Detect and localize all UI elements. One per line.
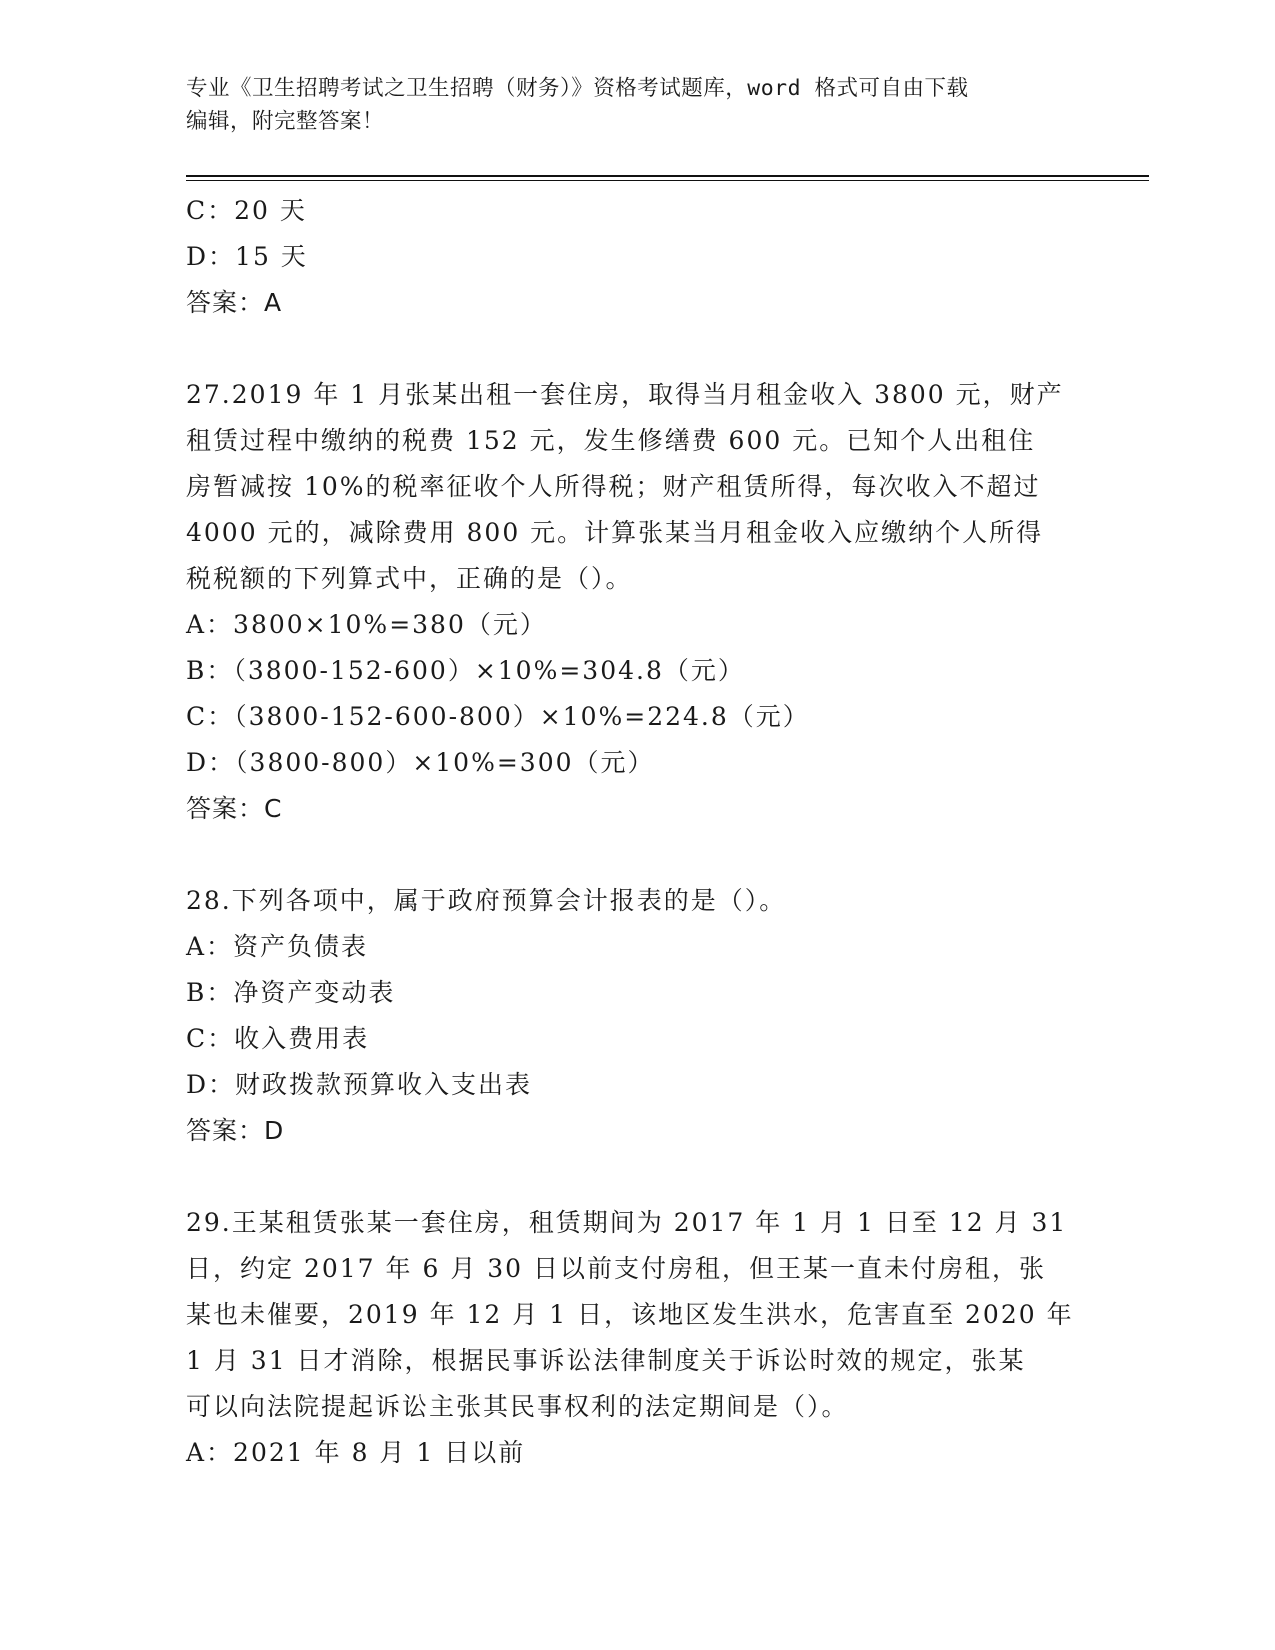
question-text-line: 4000 元的，减除费用 800 元。计算张某当月租金收入应缴纳个人所得 bbox=[186, 518, 1044, 547]
option-c: C：20 天 bbox=[186, 196, 307, 225]
question-29 bbox=[186, 1200, 1086, 1476]
answer: 答案：D bbox=[186, 1116, 285, 1145]
option-b: B：（3800-152-600）×10%=304.8（元） bbox=[186, 656, 745, 685]
option-a: A：3800×10%=380（元） bbox=[186, 610, 547, 639]
spacer bbox=[186, 326, 1086, 372]
document-header bbox=[186, 72, 1086, 138]
question-text-line: 租赁过程中缴纳的税费 152 元，发生修缮费 600 元。已知个人出租住 bbox=[186, 426, 1036, 455]
option-c: C：收入费用表 bbox=[186, 1024, 370, 1053]
header-line-1: 专业《卫生招聘考试之卫生招聘（财务）》资格考试题库，word 格式可自由下载 bbox=[186, 76, 969, 101]
question-text-line: 日，约定 2017 年 6 月 30 日以前支付房租，但王某一直未付房租，张 bbox=[186, 1254, 1047, 1283]
question-text-line: 可以向法院提起诉讼主张其民事权利的法定期间是（）。 bbox=[186, 1392, 849, 1421]
question-text-line: 27.2019 年 1 月张某出租一套住房，取得当月租金收入 3800 元，财产 bbox=[186, 380, 1064, 409]
option-c: C：（3800-152-600-800）×10%=224.8（元） bbox=[186, 702, 810, 731]
option-d: D：15 天 bbox=[186, 242, 308, 271]
question-text-line: 房暂减按 10%的税率征收个人所得税；财产租赁所得，每次收入不超过 bbox=[186, 472, 1041, 501]
header-rule-thin bbox=[186, 180, 1149, 181]
option-a: A：资产负债表 bbox=[186, 932, 369, 961]
document-body bbox=[186, 188, 1086, 1476]
header-rule-thick bbox=[186, 175, 1149, 177]
header-line-2: 编辑，附完整答案！ bbox=[186, 109, 385, 134]
option-d: D：财政拨款预算收入支出表 bbox=[186, 1070, 533, 1099]
question-text-line: 1 月 31 日才消除，根据民事诉讼法律制度关于诉讼时效的规定，张某 bbox=[186, 1346, 1026, 1375]
question-27 bbox=[186, 372, 1086, 832]
question-text-line: 税税额的下列算式中，正确的是（）。 bbox=[186, 564, 633, 593]
question-text-line: 29.王某租赁张某一套住房，租赁期间为 2017 年 1 月 1 日至 12 月 31 bbox=[186, 1208, 1068, 1237]
answer: 答案：A bbox=[186, 288, 283, 317]
spacer bbox=[186, 832, 1086, 878]
option-b: B：净资产变动表 bbox=[186, 978, 396, 1007]
option-d: D：（3800-800）×10%=300（元） bbox=[186, 748, 655, 777]
spacer bbox=[186, 1154, 1086, 1200]
question-28 bbox=[186, 878, 1086, 1154]
question-text-line: 某也未催要，2019 年 12 月 1 日，该地区发生洪水，危害直至 2020 年 bbox=[186, 1300, 1074, 1329]
question-text-line: 28.下列各项中，属于政府预算会计报表的是（）。 bbox=[186, 886, 787, 915]
option-a: A：2021 年 8 月 1 日以前 bbox=[186, 1438, 526, 1467]
answer: 答案：C bbox=[186, 794, 283, 823]
